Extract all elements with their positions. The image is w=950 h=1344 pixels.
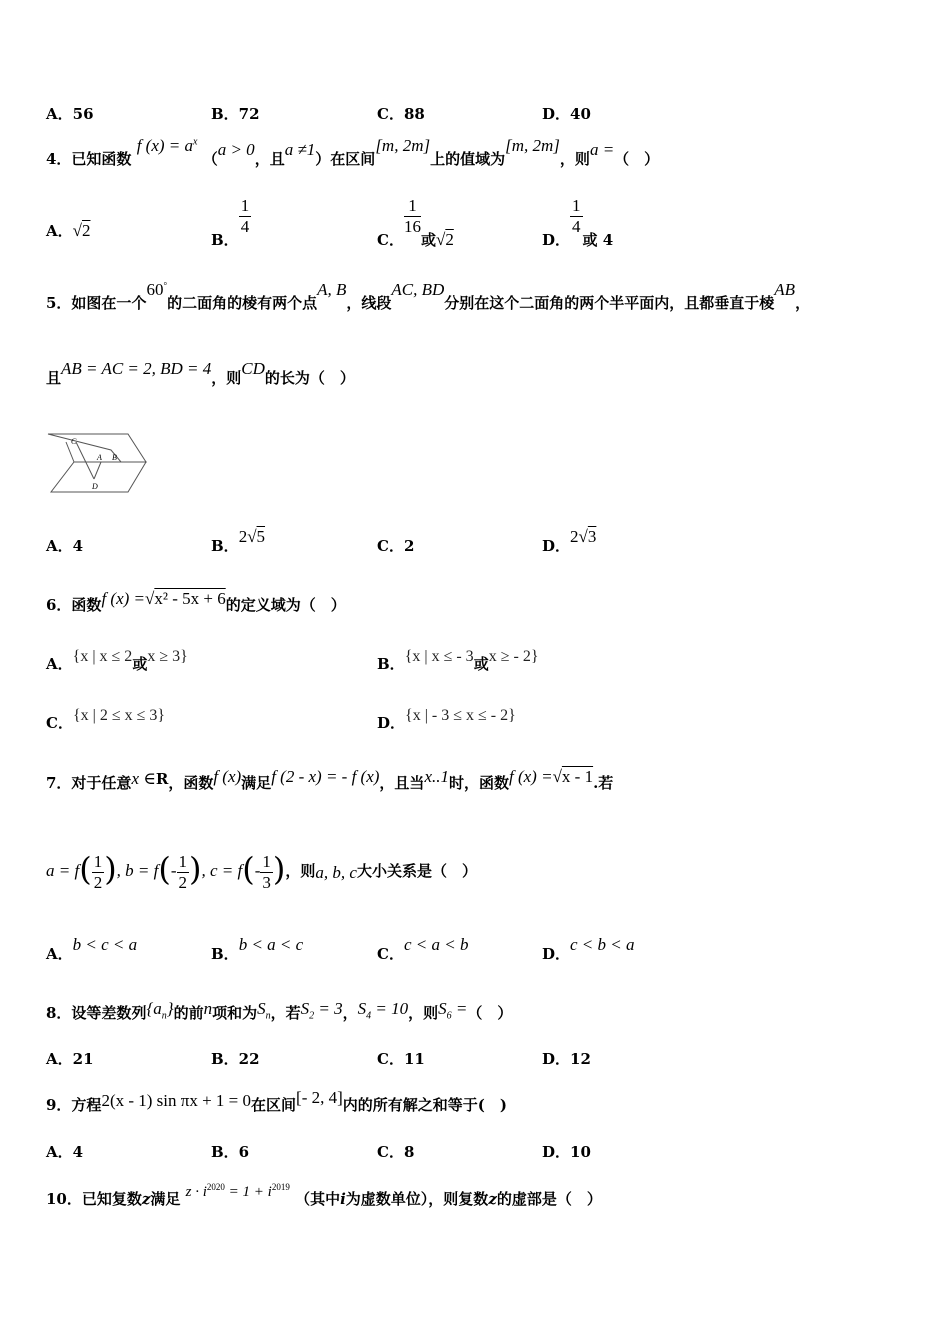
q5-angle: 60°	[146, 280, 168, 299]
q5-option-d: D．2√3	[542, 527, 597, 555]
question-5	[46, 280, 811, 313]
q10-z2: z	[488, 1190, 497, 1208]
label-c: C	[71, 437, 77, 446]
q5-text-5: 且	[46, 369, 62, 387]
q9-option-c: C．8	[377, 1143, 415, 1161]
q5-option-b: B．2√5	[211, 527, 266, 555]
q6-radical: √x² - 5x + 6	[145, 589, 226, 608]
q10-i: i	[340, 1190, 346, 1208]
q7-text-3: ，且当	[379, 774, 425, 792]
q8-number: 8．设等差数列	[46, 1004, 147, 1022]
q4-text-5: ，则	[559, 150, 590, 168]
q7-number: 7．对于任意	[46, 774, 132, 792]
q7-text-1: ，函数	[168, 774, 214, 792]
question-4	[46, 136, 660, 169]
q10-text-2: （其中	[295, 1190, 341, 1208]
q6-text-1: 的定义域为（ ）	[225, 596, 346, 614]
q7-domain: x ∈	[131, 769, 156, 788]
q7-text-2: 满足	[241, 774, 272, 792]
q5-segments: AC, BD	[391, 280, 445, 299]
lower-half-plane	[51, 462, 146, 492]
q7-sign: -	[254, 861, 261, 880]
q6-number: 6．函数	[46, 596, 102, 614]
q8-option-d: D．12	[542, 1050, 591, 1068]
q4-number: 4．已知函数	[46, 150, 132, 168]
q4-option-d: D． $\frac{1}{4}$ 或 4	[542, 196, 614, 249]
q8-text-1: 的前	[173, 1004, 204, 1022]
question-7	[46, 767, 614, 793]
q8-sn: $S_n$	[257, 999, 271, 1022]
q10-text-4: 的虚部是（ ）	[496, 1190, 602, 1208]
q5-text-3: 分别在这个二面角的两个半平面内，且都垂直于棱	[444, 294, 775, 312]
question-9	[46, 1088, 507, 1115]
q5-cd: CD	[241, 359, 265, 378]
q5-text-4: ，	[795, 294, 811, 312]
q7-text-6: ，则	[285, 862, 316, 880]
q7-a-def: a = f	[46, 861, 80, 880]
q4-interval: [m, 2m]	[375, 136, 431, 155]
q6-option-d: D．{x | - 3 ≤ x ≤ - 2}	[377, 707, 516, 732]
q3-option-a: A．56	[46, 105, 94, 123]
q5-edge: AB	[774, 280, 796, 299]
question-8	[46, 999, 513, 1025]
q9-equation: 2(x - 1) sin πx + 1 = 0	[101, 1091, 252, 1110]
q3-option-b: B．72	[211, 105, 260, 123]
q5-text-2: ，线段	[346, 294, 392, 312]
q6-function: f (x) =	[101, 589, 145, 608]
q6-option-c: C．{x | 2 ≤ x ≤ 3}	[46, 707, 166, 732]
q3-option-d: D．40	[542, 105, 591, 123]
label-a: A	[97, 453, 102, 462]
q7-text-4: 时，函数	[448, 774, 509, 792]
q4-condition-1: a > 0	[217, 140, 255, 159]
q10-equation: $z \cdot i^{2020} = 1 + i^{2019}$	[185, 1182, 290, 1200]
q9-option-b: B．6	[211, 1143, 250, 1161]
question-7-line-2: a = f( $\frac{1}{2}$ ), b = f(- $\frac{1}{2}$ ), c = f(- $\frac{1}{3}$ )，则a, b, c大小关系是（ ）	[46, 850, 477, 892]
q10-number: 10．已知复数	[46, 1190, 142, 1208]
q8-text-5: ，则	[408, 1004, 439, 1022]
question-5-line-2	[46, 359, 355, 388]
q8-s2: $S_2 = 3$	[300, 999, 343, 1022]
q4-range: [m, 2m]	[505, 136, 560, 155]
q4-function: f $(x) = a^x$	[136, 136, 198, 155]
q7-paren: (	[158, 850, 171, 888]
q9-text-2: 内的所有解之和等于( )	[342, 1096, 507, 1114]
q7-paren: )	[189, 850, 202, 888]
q4-text-1: （	[202, 150, 218, 168]
question-10	[46, 1182, 602, 1209]
label-b: B	[112, 453, 117, 462]
q8-option-b: B．22	[211, 1050, 260, 1068]
q10-text-3: 为虚数单位），则复数	[345, 1190, 489, 1208]
q5-text-7: 的长为（ ）	[264, 369, 355, 387]
q4-text-4: 上的值域为	[430, 150, 506, 168]
q9-number: 9．方程	[46, 1096, 102, 1114]
segment-cd	[76, 442, 94, 479]
q7-real-set: R	[155, 770, 169, 788]
q7-text-7: 大小关系是（ ）	[356, 862, 477, 880]
q5-text-1: 的二面角的棱有两个点	[167, 294, 318, 312]
q7-function: f (x) =	[509, 767, 553, 786]
q7-abc: a, b, c	[315, 863, 357, 882]
q7-option-d: D．c < b < a	[542, 935, 635, 963]
q4-text-2: ，且	[254, 150, 285, 168]
q5-option-c: C．2	[377, 537, 415, 555]
q7-condition: x..1	[424, 767, 449, 786]
question-6	[46, 589, 346, 615]
q7-option-b: B．b < a < c	[211, 935, 304, 963]
q7-paren: (	[242, 850, 255, 888]
q8-text-2: 项和为	[212, 1004, 258, 1022]
label-d: D	[92, 482, 98, 491]
q7-paren: )	[104, 850, 117, 888]
q4-condition-2: a ≠1	[284, 140, 316, 159]
q9-option-d: D．10	[542, 1143, 591, 1161]
q4-ask: a =	[589, 140, 615, 159]
q9-interval: [- 2, 4]	[296, 1088, 343, 1107]
q7-paren: (	[79, 850, 92, 888]
q7-radical: √x - 1	[552, 767, 594, 786]
q6-option-a: A．{x | x ≤ 2或x ≥ 3}	[46, 648, 188, 673]
q10-text-1: 满足	[150, 1190, 181, 1208]
q7-option-a: A．b < c < a	[46, 935, 138, 963]
q5-number: 5．如图在一个	[46, 294, 147, 312]
q4-option-c: C． $\frac{1}{16}$ 或√2	[377, 196, 454, 249]
q7-c-def: , c = f	[201, 861, 243, 880]
q8-s4: $S_4 = 10$	[357, 999, 409, 1022]
q4-text-6: （ ）	[614, 150, 660, 168]
q4-option-a: A．√2	[46, 221, 91, 240]
q3-option-c: C．88	[377, 105, 425, 123]
q7-b-def: , b = f	[116, 861, 159, 880]
q4-option-b: B． $\frac{1}{4}$	[211, 196, 250, 249]
q7-option-c: C．c < a < b	[377, 935, 469, 963]
q5-points: A, B	[317, 280, 347, 299]
q7-sign: -	[170, 861, 177, 880]
dihedral-angle-figure	[46, 432, 148, 494]
q5-option-a: A．4	[46, 537, 84, 555]
segment-bd	[94, 462, 101, 479]
q7-text-5: .若	[593, 774, 614, 792]
q4-text-3: ）在区间	[315, 150, 376, 168]
q8-text-3: ，若	[270, 1004, 301, 1022]
q7-paren: )	[272, 850, 286, 888]
q6-option-b: B．{x | x ≤ - 3或x ≥ - 2}	[377, 648, 539, 673]
q7-fx: f (x)	[213, 767, 242, 786]
q8-option-a: A．21	[46, 1050, 94, 1068]
q5-text-6: ，则	[211, 369, 242, 387]
q8-text-4: ，	[342, 1004, 358, 1022]
q9-option-a: A．4	[46, 1143, 84, 1161]
q8-option-c: C．11	[377, 1050, 425, 1068]
q8-sequence: $\{a_n\}$	[146, 999, 174, 1022]
q8-n: n	[203, 999, 213, 1018]
q9-text-1: 在区间	[251, 1096, 297, 1114]
q5-given: AB = AC = 2, BD = 4	[61, 359, 212, 378]
q7-equation: f (2 - x) = - f (x)	[271, 767, 380, 786]
q10-z: z	[141, 1190, 151, 1208]
q8-text-6: （ ）	[467, 1004, 513, 1022]
q8-s6: $S_6$ =	[438, 999, 468, 1022]
